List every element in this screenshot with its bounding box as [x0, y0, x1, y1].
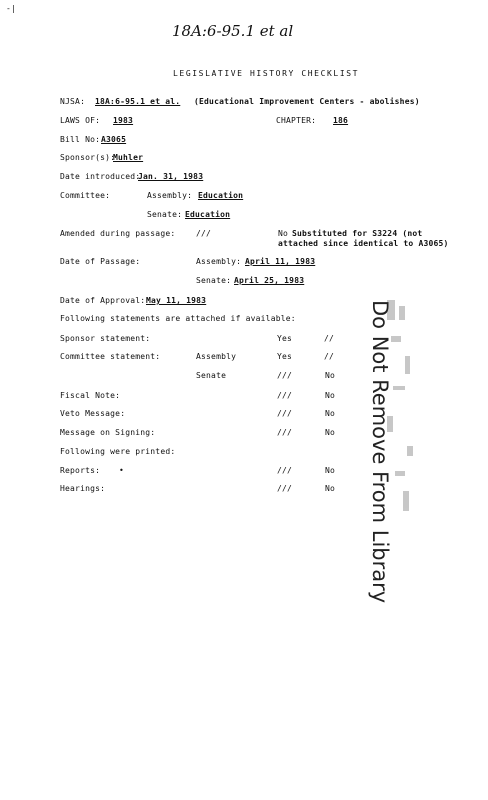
- statements-intro: Following statements are attached if available:: [60, 314, 296, 323]
- sponsor-statement-mark: //: [324, 334, 335, 343]
- committee-senate-label: Senate:: [147, 210, 183, 219]
- reports-mark: ///: [277, 466, 293, 475]
- veto-message-label: Veto Message:: [60, 409, 126, 418]
- chapter-label: CHAPTER:: [276, 116, 317, 125]
- veto-message-mark: ///: [277, 409, 293, 418]
- committee-label: Committee:: [60, 191, 111, 200]
- fiscal-note-label: Fiscal Note:: [60, 391, 121, 400]
- committee-statement-assembly-answer: Yes: [277, 352, 293, 361]
- committee-statement-senate-mark: ///: [277, 371, 293, 380]
- passage-senate-value: April 25, 1983: [234, 276, 305, 285]
- reports-bullet: •: [119, 466, 125, 475]
- laws-of-value: 1983: [113, 116, 134, 125]
- committee-statement-senate-label: Senate: [196, 371, 227, 380]
- amended-note-line1: Substituted for S3224 (not: [292, 229, 423, 238]
- printed-intro: Following were printed:: [60, 447, 176, 456]
- hearings-label: Hearings:: [60, 484, 106, 493]
- passage-label: Date of Passage:: [60, 257, 141, 266]
- reports-answer: No: [325, 466, 336, 475]
- sponsors-label: Sponsor(s):: [60, 153, 116, 162]
- passage-assembly-label: Assembly:: [196, 257, 242, 266]
- committee-statement-assembly-mark: //: [324, 352, 335, 361]
- amended-note-line2: attached since identical to A3065): [278, 239, 449, 248]
- library-stamp-text: Do Not Remove From Library: [368, 300, 392, 604]
- amended-mark: ///: [196, 229, 212, 238]
- page-title: LEGISLATIVE HISTORY CHECKLIST: [173, 69, 360, 78]
- njsa-value: 18A:6-95.1 et al.: [95, 97, 181, 106]
- committee-assembly-label: Assembly:: [147, 191, 193, 200]
- amended-label: Amended during passage:: [60, 229, 176, 238]
- sponsor-statement-label: Sponsor statement:: [60, 334, 151, 343]
- hearings-mark: ///: [277, 484, 293, 493]
- date-introduced-value: Jan. 31, 1983: [138, 172, 204, 181]
- fiscal-note-mark: ///: [277, 391, 293, 400]
- committee-statement-senate-answer: No: [325, 371, 336, 380]
- message-signing-answer: No: [325, 428, 336, 437]
- fiscal-note-answer: No: [325, 391, 336, 400]
- committee-statement-assembly-label: Assembly: [196, 352, 237, 361]
- committee-senate-value: Education: [185, 210, 231, 219]
- passage-assembly-value: April 11, 1983: [245, 257, 316, 266]
- amended-answer: No: [278, 229, 289, 238]
- bill-no-label: Bill No:: [60, 135, 101, 144]
- hearings-answer: No: [325, 484, 336, 493]
- reports-label: Reports:: [60, 466, 101, 475]
- laws-of-label: LAWS OF:: [60, 116, 101, 125]
- message-signing-mark: ///: [277, 428, 293, 437]
- sponsors-value: Muhler: [113, 153, 144, 162]
- corner-mark: -|: [6, 4, 17, 13]
- committee-statement-label: Committee statement:: [60, 352, 161, 361]
- approval-value: May 11, 1983: [146, 296, 207, 305]
- veto-message-answer: No: [325, 409, 336, 418]
- approval-label: Date of Approval:: [60, 296, 146, 305]
- date-introduced-label: Date introduced:: [60, 172, 141, 181]
- sponsor-statement-answer: Yes: [277, 334, 293, 343]
- njsa-description: (Educational Improvement Centers - abolishes): [194, 97, 420, 106]
- message-signing-label: Message on Signing:: [60, 428, 156, 437]
- committee-assembly-value: Education: [198, 191, 244, 200]
- passage-senate-label: Senate:: [196, 276, 232, 285]
- njsa-label: NJSA:: [60, 97, 86, 106]
- handwritten-citation: 18A:6-95.1 et al: [172, 22, 294, 40]
- chapter-value: 186: [333, 116, 349, 125]
- bill-no-value: A3065: [101, 135, 127, 144]
